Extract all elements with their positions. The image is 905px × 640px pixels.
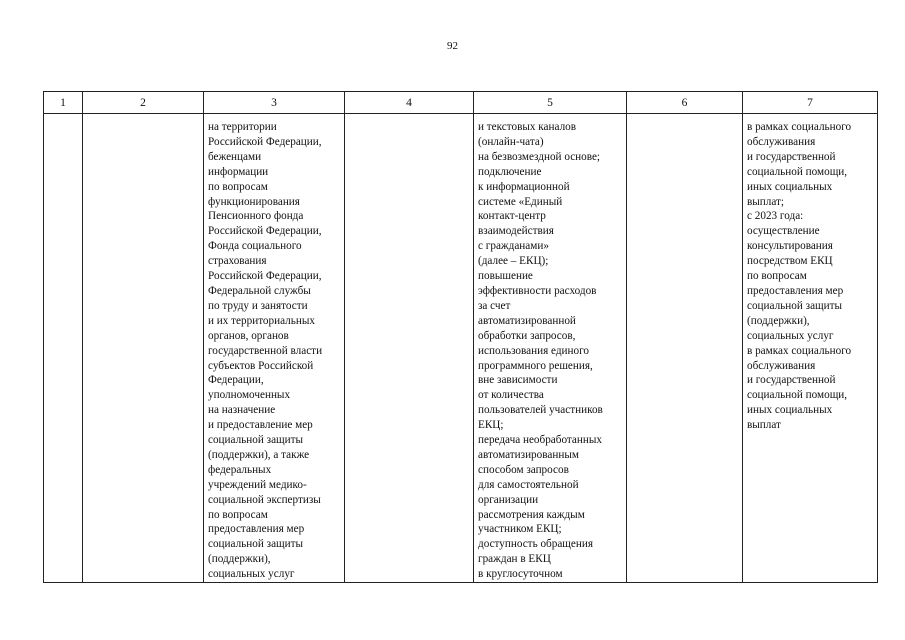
column-header-4: 4 bbox=[345, 92, 474, 114]
page-number: 92 bbox=[447, 40, 458, 52]
table-header-row bbox=[44, 92, 878, 114]
cell-text-col-2 bbox=[83, 114, 203, 120]
cell-text-col-5: и текстовых каналов (онлайн-чата) на безвозмездной основе; подключение к информационной системе «Единый контакт-центр взаимодействия с гражданами» (далее – ЕКЦ); повышение эффективности расходов за счет автоматизированной обработки запросов, использования единого программного решения, вне зависимости от количества пользователей участников ЕКЦ; передача необработанных автоматизированным способом запросов для самостоятельной организации рассмотрения каждым участником ЕКЦ; доступность обращения граждан в ЕКЦ в круглосуточном bbox=[478, 121, 603, 581]
cell-col-6 bbox=[627, 114, 743, 583]
cell-col-5 bbox=[474, 114, 627, 583]
cell-col-2 bbox=[83, 114, 204, 583]
column-header-6: 6 bbox=[627, 92, 743, 114]
table-row bbox=[44, 114, 878, 583]
column-header-1: 1 bbox=[44, 92, 83, 114]
column-header-3: 3 bbox=[204, 92, 345, 114]
cell-col-3 bbox=[204, 114, 345, 583]
column-header-2: 2 bbox=[83, 92, 204, 114]
cell-text-col-3: на территории Российской Федерации, беженцами информации по вопросам функционирования Пенсионного фонда Российской Федерации, Фонда социального страхования Российской Федерации, Федеральной службы по труду и занятости и их территориальных органов, органов государственной власти субъектов Российской Федерации, уполномоченных на назначение и предоставление мер социальной защиты (поддержки), а также федеральных учреждений медико- социальной экспертизы по вопросам предоставления мер социальной защиты (поддержки), социальных услуг bbox=[208, 121, 323, 581]
cell-text-col-1 bbox=[44, 114, 82, 120]
cell-col-7 bbox=[743, 114, 878, 583]
cell-text-col-7: в рамках социального обслуживания и государственной социальной помощи, иных социальных выплат; с 2023 года: осуществление консультирования посредством ЕКЦ по вопросам предоставления мер социальной защиты (поддержки), социальных услуг в рамках социального обслуживания и государственной социальной помощи, иных социальных выплат bbox=[747, 121, 852, 432]
cell-col-1 bbox=[44, 114, 83, 583]
column-header-7: 7 bbox=[743, 92, 878, 114]
document-table bbox=[43, 91, 878, 583]
cell-text-col-4 bbox=[345, 114, 473, 120]
cell-text-col-6 bbox=[627, 114, 742, 120]
cell-col-4 bbox=[345, 114, 474, 583]
column-header-5: 5 bbox=[474, 92, 627, 114]
